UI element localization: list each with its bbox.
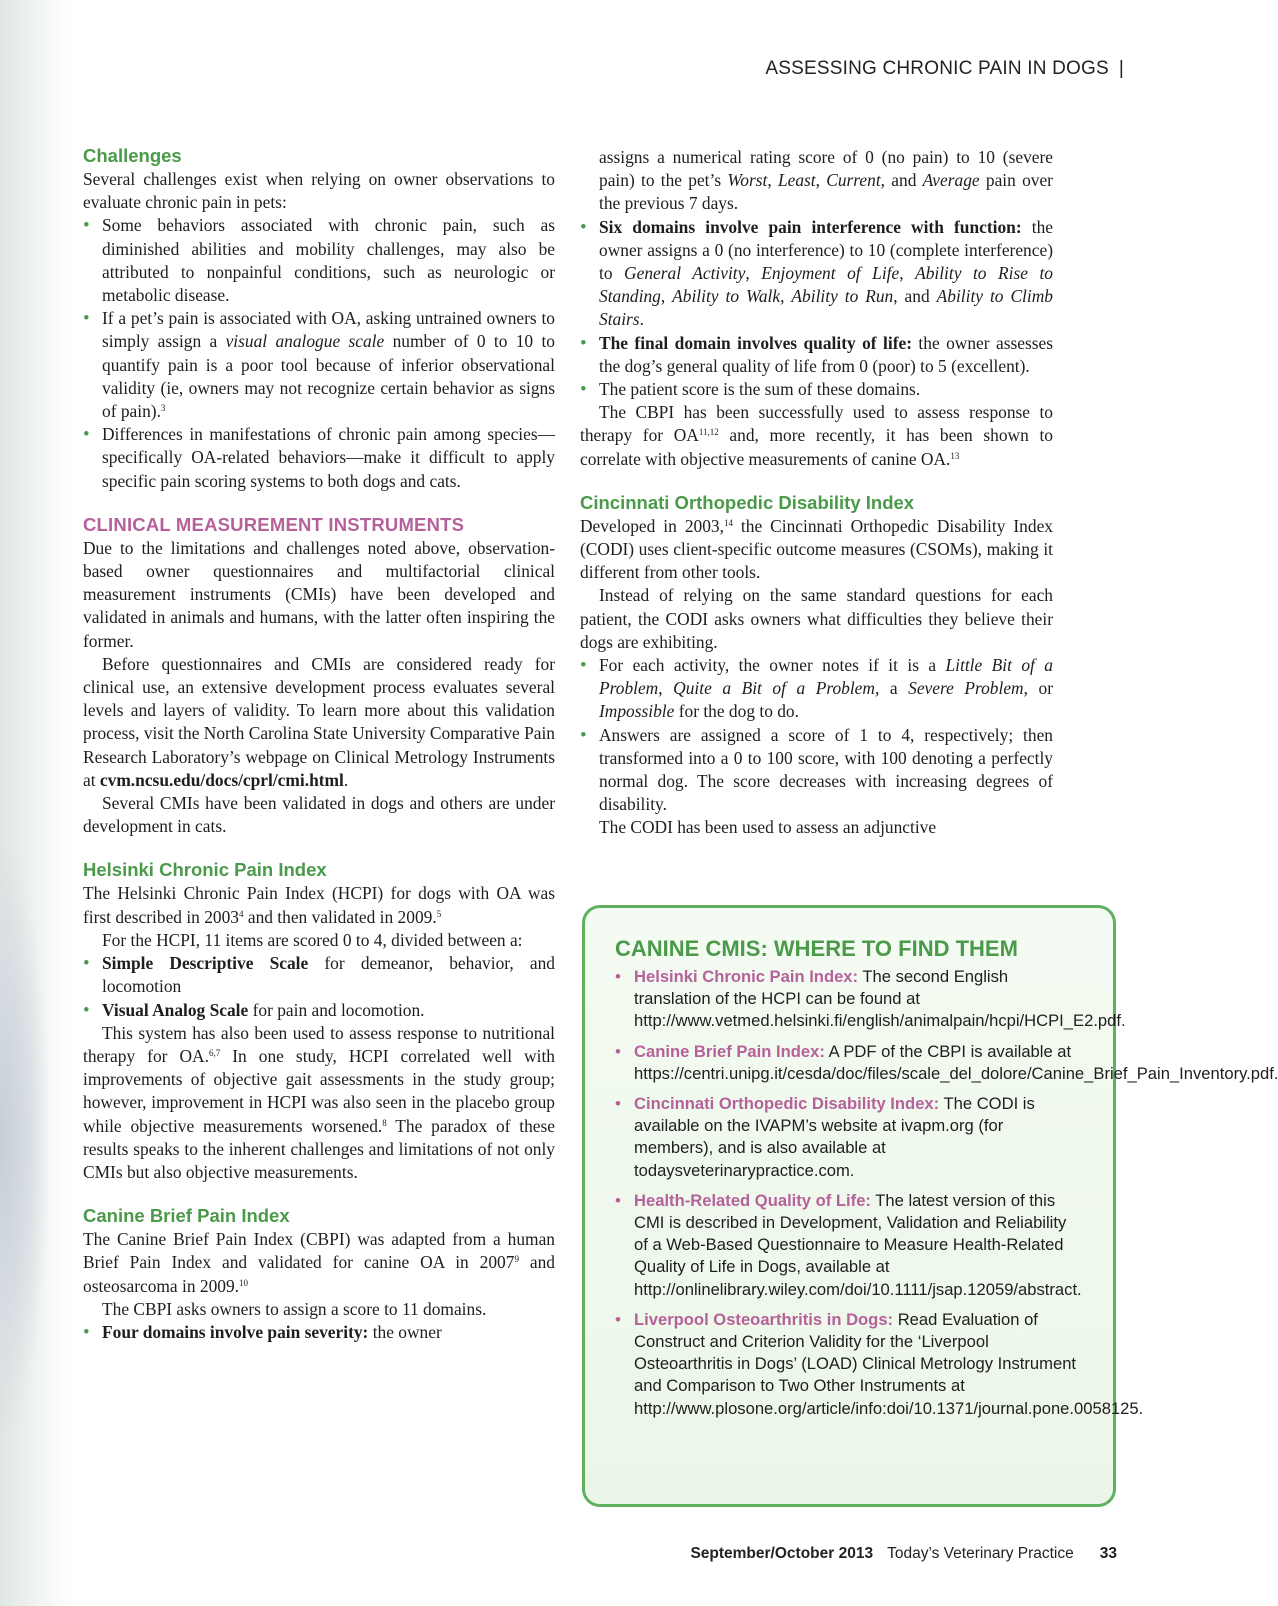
paragraph: Instead of relying on the same standard questions for each patient, the CODI asks owners what difficulties they believe their dogs are exhibiting.	[580, 585, 1053, 652]
section-heading-cbpi: Canine Brief Pain Index	[83, 1205, 290, 1227]
dog-fur-image	[0, 850, 48, 1430]
paragraph: The CBPI has been successfully used to assess response to therapy for OA$^{11,12}$ and, more recently, it has been shown to correlate with objective measurements of canine OA.$^{13}$	[580, 402, 1053, 469]
paragraph: Several challenges exist when relying on owner observations to evaluate chronic pain in pets:	[83, 169, 555, 213]
list-item: • Answers are assigned a score of 1 to 4, respectively; then transformed into a 0 to 100 score, with 100 denoting a perfectly normal dog. The score decreases with increasing degrees of disability.	[580, 724, 1053, 817]
list-item: • Differences in manifestations of chronic pain among species—specifically OA-related behaviors—make it difficult to apply specific pain scoring systems to both dogs and cats.	[83, 423, 555, 493]
list-item: • Simple Descriptive Scale for demeanor, behavior, and locomotion	[83, 952, 555, 998]
list-item: • Visual Analog Scale for pain and locomotion.	[83, 999, 555, 1022]
list-item: • For each activity, the owner notes if it is a Little Bit of a Problem, Quite a Bit of a Problem, a Severe Problem, or Impossible for the dog to do.	[580, 654, 1053, 724]
list-item: • Some behaviors associated with chronic pain, such as diminished abilities and mobility challenges, may also be attributed to nonpainful conditions, such as neurologic or metabolic disease.	[83, 214, 555, 307]
paragraph: Before questionnaires and CMIs are considered ready for clinical use, an extensive development process evaluates several levels and layers of validity. To learn more about this validation process, visit the North Carolina State University Comparative Pain Research Laboratory’s webpage on Clinical Metrology Instruments at cvm.ncsu.edu/docs/cprl/cmi.html.	[83, 653, 555, 790]
issue-date: September/October 2013	[690, 1545, 874, 1562]
paragraph: This system has also been used to assess response to nutritional therapy for OA.$^{6,7}$ In one study, HCPI correlated well with improvements of objective gait assessments in the study group; however, improvement in HCPI was also seen in the placebo group while objective measurements worsened.$^8$ The paradox of these results speaks to the inherent challenges and limitations of not only CMIs but also objective measurements.	[83, 1022, 556, 1182]
list-item: • Six domains involve pain interference with function: the owner assigns a 0 (no interference) to 10 (complete interference) to General Activity, Enjoyment of Life, Ability to Rise to Standing, Ability to Walk, Ability to Run, and Ability to Climb Stairs.	[580, 216, 1053, 332]
paragraph: For the HCPI, 11 items are scored 0 to 4, divided between a:	[102, 929, 523, 950]
bullet-list	[580, 654, 1053, 816]
section-heading-hcpi: Helsinki Chronic Pain Index	[83, 859, 327, 881]
bullet-list	[83, 952, 555, 1022]
paragraph: The Helsinki Chronic Pain Index (HCPI) for dogs with OA was first described in 2003$^4$ and then validated in 2009.$^5$	[83, 883, 555, 927]
paragraph: assigns a numerical rating score of 0 (no pain) to 10 (severe pain) to the pet’s Worst, Least, Current, and Average pain over the previous 7 days.	[599, 147, 1053, 214]
list-item: • The final domain involves quality of life: the owner assesses the dog’s general quality of life from 0 (poor) to 5 (excellent).	[580, 332, 1053, 378]
sidebar-list	[615, 966, 1278, 1420]
page-number: 33	[1099, 1545, 1117, 1562]
magazine-name: Today’s Veterinary Practice	[887, 1545, 1074, 1562]
paragraph: The CODI has been used to assess an adjunctive	[599, 817, 937, 838]
paragraph: The CBPI asks owners to assign a score to 11 domains.	[102, 1298, 487, 1319]
running-head: ASSESSING CHRONIC PAIN IN DOGS |	[765, 58, 1124, 79]
sidebar-box	[582, 905, 1278, 1507]
paragraph: Developed in 2003,14 the Cincinnati Orthopedic Disability Index (CODI) uses client-specific outcome measures (CSOMs), making it different from other tools.	[580, 515, 1053, 583]
bullet-list	[83, 1321, 555, 1344]
page-footer	[690, 1545, 1117, 1563]
sidebar-item: • Helsinki Chronic Pain Index: The second English translation of the HCPI can be found at http://www.vetmed.helsinki.fi/english/animalpain/hcpi/HCPI_E2.pdf.	[615, 966, 1083, 1033]
right-column	[580, 146, 1053, 840]
sidebar-item: • Liverpool Osteoarthritis in Dogs: Read Evaluation of Construct and Criterion Validity for the ‘Liverpool Osteoarthritis in Dogs’ (LOAD) Clinical Metrology Instrument and Comparison to Two Other Instruments at http://www.plosone.org/article/info:doi/10.1371/journal.pone.0058125.	[615, 1309, 1083, 1420]
paragraph: Due to the limitations and challenges noted above, observation-based owner questionnaires and multifactorial clinical measurement instruments (CMIs) have been developed and validated in animals and humans, with the latter often inspiring the former.	[83, 537, 555, 651]
sidebar-item: • Canine Brief Pain Index: A PDF of the CBPI is available at https://centri.unipg.it/cesda/doc/files/scale_del_dolore/Canine_Brief_Pain_Inventory.pdf.	[615, 1041, 1083, 1085]
cmi-url-link[interactable]: cvm.ncsu.edu/docs/cprl/cmi.html	[99, 769, 344, 790]
bullet-list	[83, 214, 555, 492]
section-heading-cmi: CLINICAL MEASUREMENT INSTRUMENTS	[83, 513, 465, 535]
sidebar-item: • Cincinnati Orthopedic Disability Index: The CODI is available on the IVAPM’s website at ivapm.org (for members), and is also available at todaysveterinarypractice.com.	[615, 1093, 1083, 1182]
paragraph: Several CMIs have been validated in dogs and others are under development in cats.	[83, 793, 555, 837]
section-heading-challenges: Challenges	[83, 145, 182, 166]
paragraph: The Canine Brief Pain Index (CBPI) was adapted from a human Brief Pain Index and validated for canine OA in 2007$^9$ and osteosarcoma in 2009.10	[83, 1229, 555, 1296]
sidebar-title: CANINE CMIS: WHERE TO FIND THEM	[615, 936, 1018, 961]
section-heading-codi: Cincinnati Orthopedic Disability Index	[580, 491, 915, 513]
sidebar-item: • Health-Related Quality of Life: The latest version of this CMI is described in Development, Validation and Reliability of a Web-Based Questionnaire to Measure Health-Related Quality of Life in Dogs, available at http://onlinelibrary.wiley.com/doi/10.1111/jsap.12059/abstract.	[615, 1190, 1083, 1301]
list-item: • If a pet’s pain is associated with OA, asking untrained owners to simply assign a visual analogue scale number of 0 to 10 to quantify pain is a poor tool because of inferior observational validity (ie, owners may not recognize certain behavior as signs of pain).$^3$	[83, 307, 555, 423]
list-item: • The patient score is the sum of these domains.	[580, 378, 1053, 401]
list-item: • Four domains involve pain severity: the owner	[83, 1321, 555, 1344]
left-column	[83, 144, 555, 1344]
bullet-list	[580, 216, 1053, 402]
